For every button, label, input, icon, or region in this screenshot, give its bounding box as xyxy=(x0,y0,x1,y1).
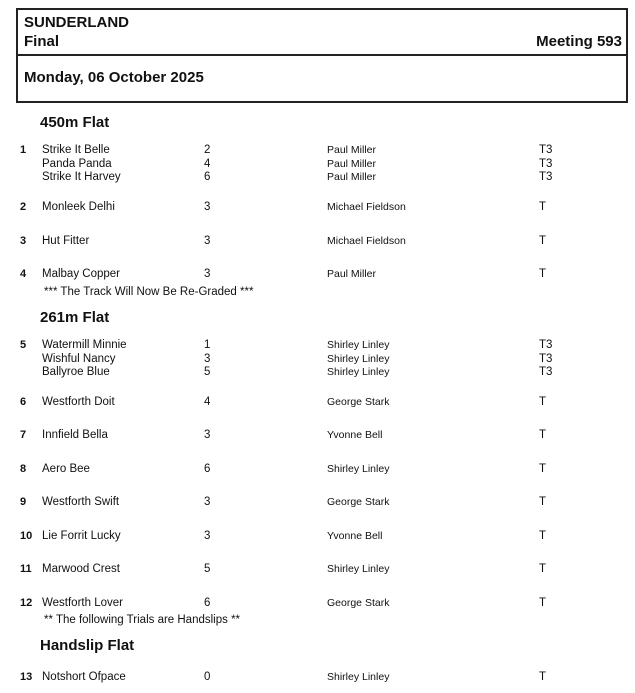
entry-line xyxy=(0,396,635,410)
dog-name: Westforth Doit xyxy=(42,396,115,408)
dog-name: Lie Forrit Lucky xyxy=(42,530,121,542)
grade: T xyxy=(539,597,547,609)
dog-name: Panda Panda xyxy=(42,157,112,170)
trial-row xyxy=(0,671,635,685)
dog-name: Westforth Swift xyxy=(42,496,120,508)
trial-row xyxy=(0,429,635,443)
entry-line xyxy=(0,496,635,510)
trainer-name: Michael Fieldson xyxy=(327,201,406,213)
grade: T xyxy=(539,463,547,475)
trial-row xyxy=(0,268,635,282)
grade: T xyxy=(539,671,547,683)
trial-number: 11 xyxy=(20,563,32,575)
trial-row xyxy=(0,563,635,577)
grade: T xyxy=(539,235,547,247)
dog-name: Innfield Bella xyxy=(42,429,108,441)
dog-name: Westforth Lover xyxy=(42,597,123,609)
dog-name: Marwood Crest xyxy=(42,563,120,575)
trial-number: 10 xyxy=(20,530,33,542)
trial-row xyxy=(0,235,635,249)
trainer-name: Shirley Linley xyxy=(327,352,390,365)
trainer-name: George Stark xyxy=(327,597,390,609)
trap-number: 0 xyxy=(204,671,211,683)
entry-line xyxy=(0,563,635,577)
trial-number: 6 xyxy=(20,396,27,408)
trap-number: 5 xyxy=(204,366,211,378)
trainer-name: Shirley Linley xyxy=(327,671,390,683)
trap-number: 3 xyxy=(204,268,211,280)
grade: T xyxy=(539,530,547,542)
trial-row xyxy=(0,144,635,185)
trainer-name: George Stark xyxy=(327,396,390,408)
grade: T3 xyxy=(539,144,553,156)
grade: T3 xyxy=(539,366,553,378)
trap-number: 6 xyxy=(204,171,211,183)
grade: T xyxy=(539,201,547,213)
trap-number: 3 xyxy=(204,235,211,247)
entry-line xyxy=(0,201,635,215)
trial-number: 7 xyxy=(20,429,27,441)
trial-number: 8 xyxy=(20,463,27,475)
handslip-note: ** The following Trials are Handslips ** xyxy=(44,614,241,626)
entry-line xyxy=(0,339,635,353)
trial-number: 5 xyxy=(20,339,27,351)
trainer-name: Shirley Linley xyxy=(327,366,390,378)
trainer-name: Michael Fieldson xyxy=(327,235,406,247)
trial-row xyxy=(0,396,635,410)
trial-row xyxy=(0,597,635,611)
trial-number: 12 xyxy=(20,597,33,609)
dog-name: Ballyroe Blue xyxy=(42,366,110,378)
trap-number: 1 xyxy=(204,339,211,351)
dog-name: Monleek Delhi xyxy=(42,201,115,213)
entry-line xyxy=(0,530,635,544)
grade: T3 xyxy=(539,171,553,183)
trainer-name: George Stark xyxy=(327,496,390,508)
trainer-name: Paul Miller xyxy=(327,144,377,156)
trial-row xyxy=(0,463,635,477)
dog-name: Hut Fitter xyxy=(42,235,90,247)
grade: T3 xyxy=(539,157,553,170)
entry-line xyxy=(0,171,635,185)
header-box xyxy=(16,8,628,103)
trainer-name: Paul Miller xyxy=(327,157,377,170)
grade: T3 xyxy=(539,352,553,365)
trial-number: 1 xyxy=(20,144,27,156)
entry-line xyxy=(0,144,635,158)
trial-row xyxy=(0,530,635,544)
entry-line xyxy=(0,235,635,249)
section-title: 261m Flat xyxy=(40,309,110,326)
trainer-name: Shirley Linley xyxy=(327,339,390,351)
grade: T xyxy=(539,563,547,575)
dog-name: Wishful Nancy xyxy=(42,352,116,365)
section-title: 450m Flat xyxy=(40,114,110,131)
entry-line xyxy=(0,268,635,282)
grade: T xyxy=(539,496,547,508)
entry-line xyxy=(0,366,635,380)
dog-name: Strike It Belle xyxy=(42,144,110,156)
trap-number: 2 xyxy=(204,144,211,156)
trap-number: 6 xyxy=(204,463,211,475)
grade: T3 xyxy=(539,339,553,351)
trap-number: 3 xyxy=(204,530,211,542)
dog-name: Strike It Harvey xyxy=(42,171,121,183)
header-top xyxy=(18,10,626,56)
trainer-name: Paul Miller xyxy=(327,268,377,280)
entry-line xyxy=(0,158,635,172)
entry-line xyxy=(0,597,635,611)
trap-number: 3 xyxy=(204,429,211,441)
dog-name: Notshort Ofpace xyxy=(42,671,126,683)
trap-number: 4 xyxy=(204,157,211,170)
trial-number: 3 xyxy=(20,235,27,247)
dog-name: Aero Bee xyxy=(42,463,90,475)
trap-number: 6 xyxy=(204,597,211,609)
meeting-number: Meeting 593 xyxy=(536,33,622,50)
grade: T xyxy=(539,396,547,408)
venue-name: SUNDERLAND xyxy=(24,14,129,31)
trial-row xyxy=(0,339,635,380)
trainer-name: Yvonne Bell xyxy=(327,429,383,441)
grade: T xyxy=(539,429,547,441)
trap-number: 3 xyxy=(204,496,211,508)
trainer-name: Shirley Linley xyxy=(327,563,390,575)
dog-name: Watermill Minnie xyxy=(42,339,127,351)
trainer-name: Paul Miller xyxy=(327,171,377,183)
trial-number: 2 xyxy=(20,201,27,213)
entry-line xyxy=(0,463,635,477)
trainer-name: Yvonne Bell xyxy=(327,530,383,542)
dog-name: Malbay Copper xyxy=(42,268,120,280)
trap-number: 3 xyxy=(204,352,211,365)
section-title: Handslip Flat xyxy=(40,637,135,654)
entry-line xyxy=(0,671,635,685)
trial-row xyxy=(0,201,635,215)
trial-number: 9 xyxy=(20,496,27,508)
trap-number: 3 xyxy=(204,201,211,213)
trial-number: 4 xyxy=(20,268,27,280)
stage-label: Final xyxy=(24,33,60,50)
trap-number: 4 xyxy=(204,396,211,408)
regrade-note: *** The Track Will Now Be Re-Graded *** xyxy=(44,286,254,298)
entry-line xyxy=(0,429,635,443)
grade: T xyxy=(539,268,547,280)
entry-line xyxy=(0,353,635,367)
trial-row xyxy=(0,496,635,510)
trainer-name: Shirley Linley xyxy=(327,463,390,475)
meeting-date: Monday, 06 October 2025 xyxy=(24,69,204,86)
trial-number: 13 xyxy=(20,671,33,683)
trap-number: 5 xyxy=(204,563,211,575)
